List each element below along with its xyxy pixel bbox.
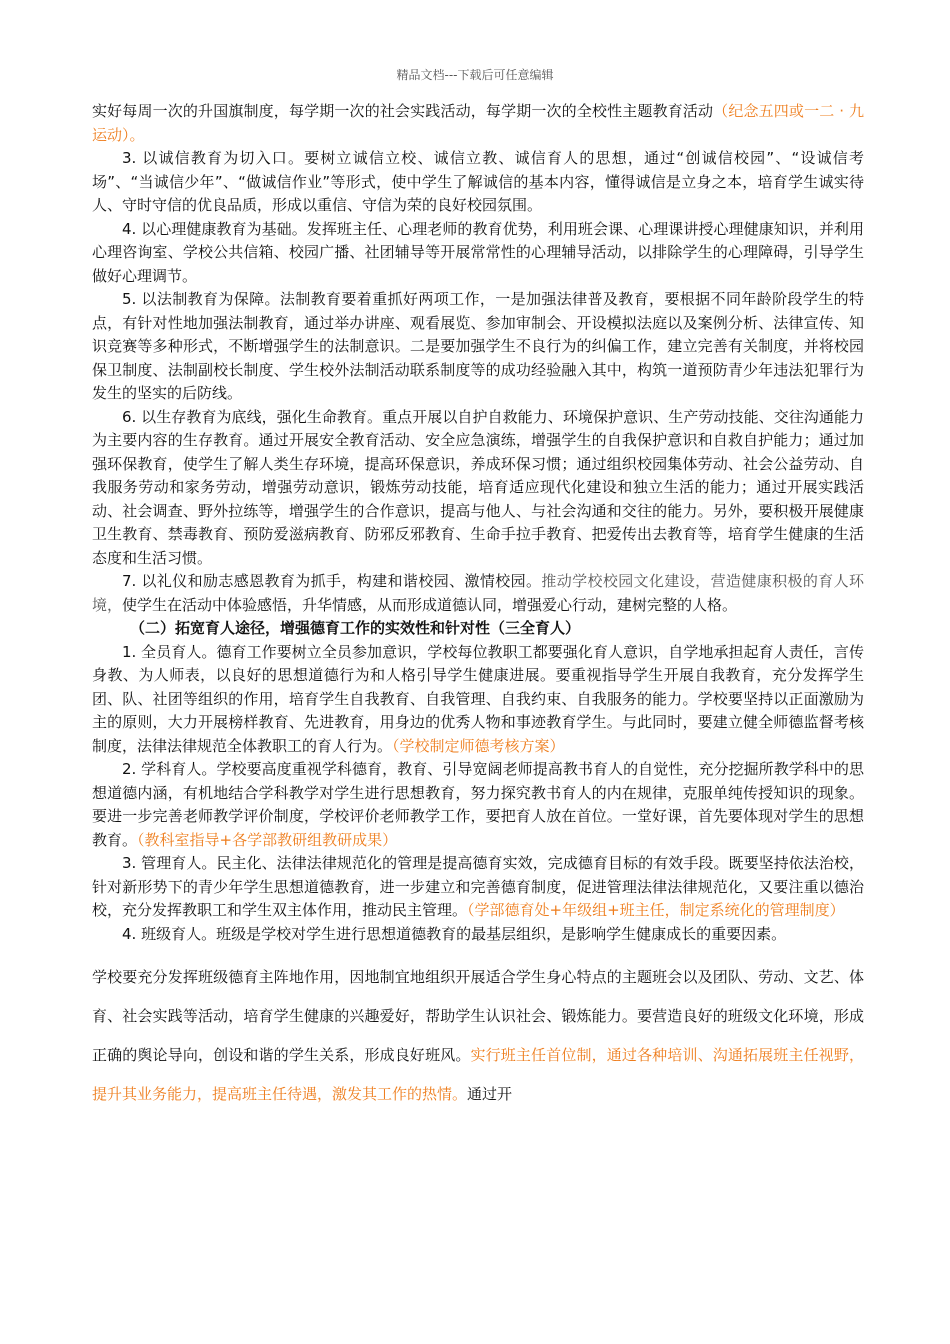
intro-text: 实好每周一次的升国旗制度，每学期一次的社会实践活动，每学期一次的全校性主题教育活动 xyxy=(92,102,714,120)
spacer xyxy=(92,946,864,958)
item-4-tail: 通过开 xyxy=(467,1085,513,1103)
item-4-note: 实行班主任首位制，通过各种培训、沟通拓展班主任视野，提升其业务能力，提高班主任待遇，激发其工作的热情。 xyxy=(92,1046,864,1103)
paragraph-intro xyxy=(92,100,864,147)
paragraph-5: 5. 以法制教育为保障。法制教育要着重抓好两项工作，一是加强法律普及教育，要根据不同年龄阶段学生的特点，有针对性地加强法制教育，通过举办讲座、观看展览、参加审制会、开设模拟法庭以及案例分析、法律宣传、知识竞赛等多种形式，不断增强学生的法制意识。二是要加强学生不良行为的纠偏工作，建立完善有关制度，并将校园保卫制度、法制副校长制度、学生校外法制活动联系制度等的成功经验融入其中，构筑一道预防青少年违法犯罪行为发生的坚实的后防线。 xyxy=(92,290,864,402)
item-3-note: （学部德育处+年级组+班主任，制定系统化的管理制度） xyxy=(467,901,845,919)
item-2-note: （教科室指导+各学部教研组教研成果） xyxy=(137,830,398,849)
document-body xyxy=(92,100,864,1114)
item-1-note: （学校制定师德考核方案） xyxy=(392,736,565,755)
item-4-continued xyxy=(92,958,864,1114)
item-1-text: 1. 全员育人。德育工作要树立全员参加意识，学校每位教职工都要强化育人意识，自学地承担起育人责任，言传身教、为人师表，以良好的思想道德行为和人格引导学生健康进展。要重视指导学生开展自我教育，充分发挥学生团、队、社团等组织的作用，培育学生自我教育、自我管理、自我约束、自我服务的能力。学校要坚持以正面激励为主的原则，大力开展榜样教育、先进教育，用身边的优秀人物和事迹教育学生。与此同时，要建立健全师德监督考核制度，法律法律规范全体教职工的育人行为。 xyxy=(92,642,864,755)
item-2 xyxy=(92,758,864,852)
p7-text-a: 7. 以礼仪和励志感恩教育为抓手，构建和谐校园、激情校园。 xyxy=(122,572,542,590)
item-3 xyxy=(92,852,864,923)
item-3-text: 3. 管理育人。民主化、法律法律规范化的管理是提高德育实效，完成德育目标的有效手段。既要坚持依法治校，针对新形势下的青少年学生思想道德教育，进一步建立和完善德育制度，促进管理法律法律规范化，又要注重以德治校，充分发挥教职工和学生双主体作用，推动民主管理。 xyxy=(92,854,864,919)
p7-text-b: 推动学校校园文化建设，营造健康积极的育人环境， xyxy=(92,572,864,614)
page-header: 精品文档---下载后可任意编辑 xyxy=(396,68,554,82)
p7-text-c: 使学生在活动中体验感悟，升华情感，从而形成道德认同，增强爱心行动，建树完整的人格。 xyxy=(122,595,738,614)
item-1 xyxy=(92,641,864,759)
item-2-text: 2. 学科育人。学校要高度重视学科德育，教育、引导宽阔老师提高教书育人的自觉性，充分挖掘所教学科中的思想道德内涵，有机地结合学科教学对学生进行思想教育，努力探究教书育人的内在规律，克服单纯传授知识的现象。要进一步完善老师教学评价制度，学校评价老师教学工作，要把育人放在首位。一堂好课，首先要体现对学生的思想教育。 xyxy=(92,760,864,849)
intro-note: （纪念五四或一二 · 九运动）。 xyxy=(92,102,864,144)
item-4-cont-text: 学校要充分发挥班级德育主阵地作用，因地制宜地组织开展适合学生身心特点的主题班会以及团队、劳动、文艺、体育、社会实践等活动，培育学生健康的兴趣爱好，帮助学生认识社会、锻炼能力。要营造良好的班级文化环境，形成正确的舆论导向，创设和谐的学生关系，形成良好班风。 xyxy=(92,968,864,1064)
paragraph-7 xyxy=(92,570,864,617)
paragraph-3: 3. 以诚信教育为切入口。要树立诚信立校、诚信立教、诚信育人的思想，通过“创诚信校园”、“设诚信考场”、“当诚信少年”、“做诚信作业”等形式，使中学生了解诚信的基本内容，懂得诚信是立身之本，培育学生诚实待人、守时守信的优良品质，形成以重信、守信为荣的良好校园氛围。 xyxy=(92,149,864,214)
paragraph-6: 6. 以生存教育为底线，强化生命教育。重点开展以自护自救能力、环境保护意识、生产劳动技能、交往沟通能力为主要内容的生存教育。通过开展安全教育活动、安全应急演练，增强学生的自我保护意识和自救自护能力；通过加强环保教育，使学生了解人类生存环境，提高环保意识，养成环保习惯；通过组织校园集体劳动、社会公益劳动、自我服务劳动和家务劳动，增强劳动意识，锻炼劳动技能，培育适应现代化建设和独立生活的能力；通过开展实践活动、社会调查、野外拉练等，增强学生的合作意识，提高与他人、与社会沟通和交往的能力。另外，要积极开展健康卫生教育、禁毒教育、预防爱滋病教育、防邪反邪教育、生命手拉手教育、把爱传出去教育等，培育学生健康的生活态度和生活习惯。 xyxy=(92,407,864,567)
paragraph-4: 4. 以心理健康教育为基础。发挥班主任、心理老师的教育优势，利用班会课、心理课讲授心理健康知识，并利用心理咨询室、学校公共信箱、校园广播、社团辅导等开展常常性的心理辅导活动，以排除学生的心理障碍，引导学生做好心理调节。 xyxy=(92,219,864,285)
section-heading: （二）拓宽育人途径，增强德育工作的实效性和针对性（三全育人） xyxy=(130,619,581,637)
item-4: 4. 班级育人。班级是学校对学生进行思想道德教育的最基层组织，是影响学生健康成长的重要因素。 xyxy=(122,924,787,943)
